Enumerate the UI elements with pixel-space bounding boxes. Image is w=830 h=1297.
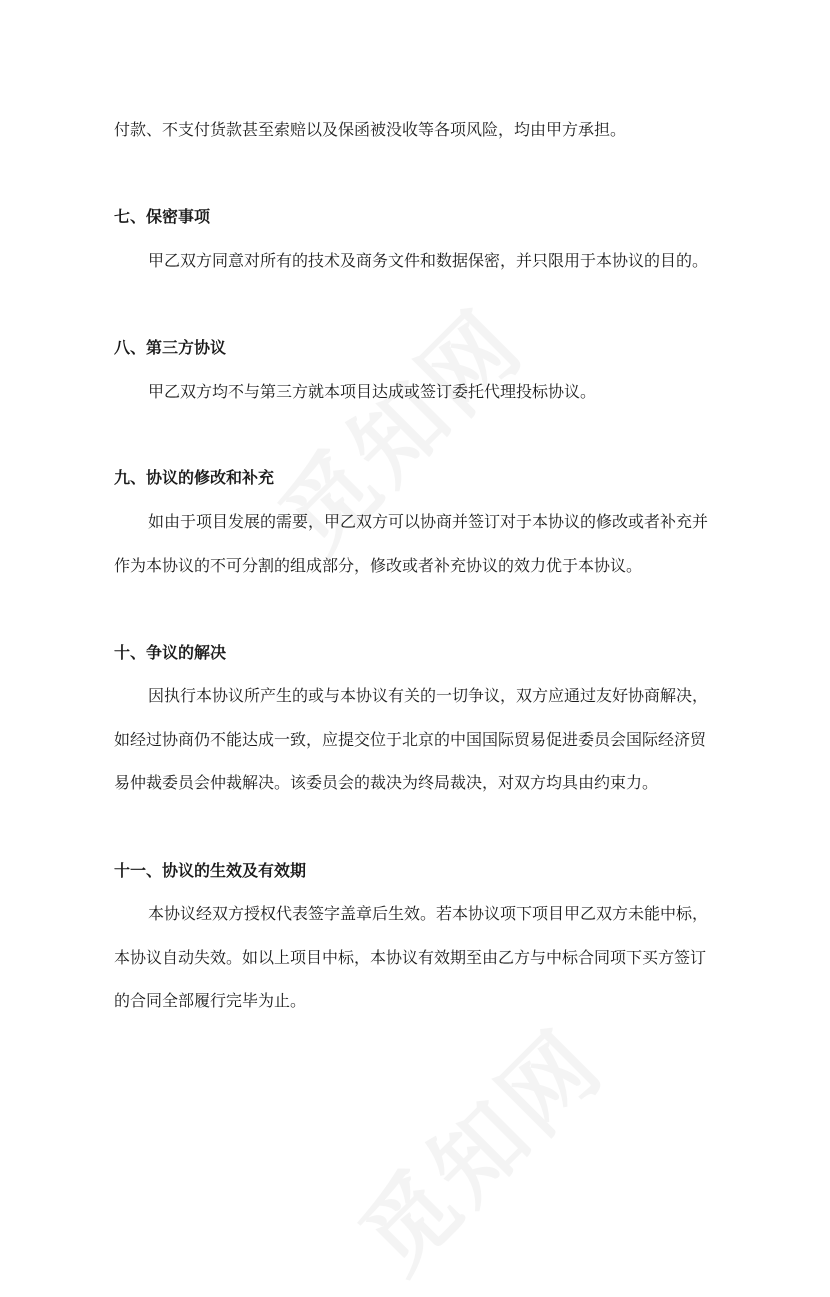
section-heading-third-party: 八、第三方协议 [114, 338, 227, 357]
paragraph-line: 的合同全部履行完毕为止。 [114, 991, 307, 1010]
section-heading-effectiveness: 十一、协议的生效及有效期 [114, 861, 307, 880]
paragraph-line: 易仲裁委员会仲裁解决。该委员会的裁决为终局裁决，对双方均具由约束力。 [114, 773, 659, 792]
paragraph-line: 如经过协商仍不能达成一致，应提交位于北京的中国国际贸易促进委员会国际经济贸 [114, 730, 707, 749]
paragraph-line: 甲乙双方均不与第三方就本项目达成或签订委托代理投标协议。 [148, 382, 597, 401]
paragraph-line: 本协议经双方授权代表签字盖章后生效。若本协议项下项目甲乙双方未能中标， [148, 904, 709, 923]
paragraph-line: 因执行本协议所产生的或与本协议有关的一切争议，双方应通过友好协商解决， [148, 686, 709, 705]
watermark [326, 995, 627, 1296]
paragraph-line: 付款、不支付货款甚至索赔以及保函被没收等各项风险，均由甲方承担。 [114, 120, 627, 139]
section-heading-confidentiality: 七、保密事项 [114, 207, 211, 226]
section-heading-amendment: 九、协议的修改和补充 [114, 468, 275, 487]
paragraph-line: 如由于项目发展的需要，甲乙双方可以协商并签订对于本协议的修改或者补充并 [148, 512, 709, 531]
paragraph-line: 作为本协议的不可分割的组成部分，修改或者补充协议的效力优于本协议。 [114, 556, 643, 575]
section-heading-dispute: 十、争议的解决 [114, 643, 227, 662]
paragraph-line: 本协议自动失效。如以上项目中标，本协议有效期至由乙方与中标合同项下买方签订 [114, 948, 707, 967]
paragraph-line: 甲乙双方同意对所有的技术及商务文件和数据保密，并只限用于本协议的目的。 [148, 251, 709, 270]
